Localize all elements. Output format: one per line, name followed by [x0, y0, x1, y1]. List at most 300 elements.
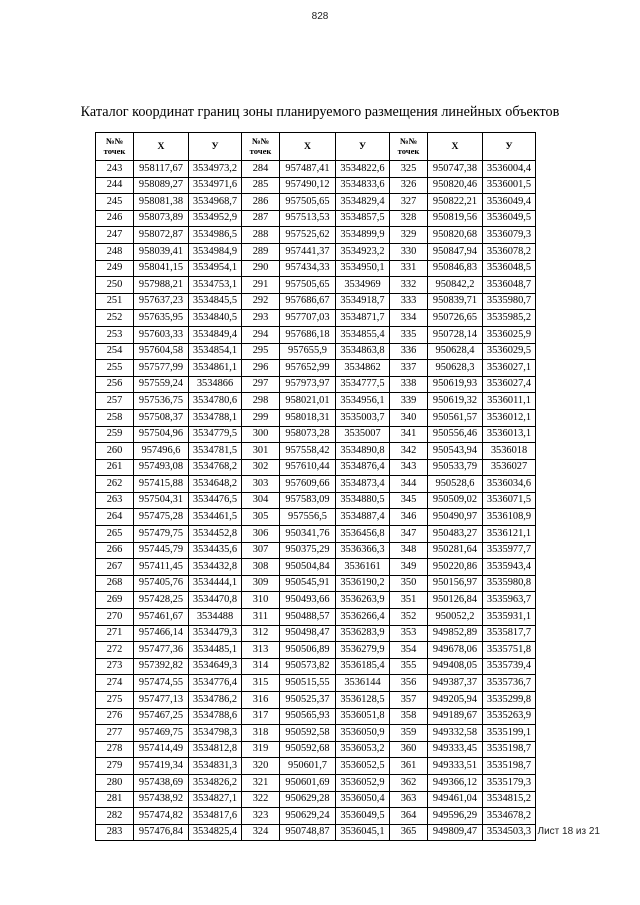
x-coordinate-cell: 950842,2 — [428, 277, 483, 294]
x-coordinate-cell: 950619,32 — [428, 393, 483, 410]
point-number-cell: 347 — [390, 526, 428, 543]
x-coordinate-cell: 957513,53 — [280, 210, 336, 227]
table-row — [96, 161, 536, 178]
y-coordinate-cell: 3534956,1 — [336, 393, 390, 410]
table-row — [96, 741, 536, 758]
point-number-cell: 365 — [390, 824, 428, 841]
x-coordinate-cell: 950565,93 — [280, 708, 336, 725]
table-row — [96, 592, 536, 609]
x-coordinate-cell: 957477,36 — [134, 642, 189, 659]
point-number-cell: 301 — [242, 443, 280, 460]
y-coordinate-cell: 3536266,4 — [336, 609, 390, 626]
point-number-cell: 359 — [390, 725, 428, 742]
y-coordinate-cell: 3536048,7 — [483, 277, 536, 294]
x-coordinate-cell: 957467,25 — [134, 708, 189, 725]
point-number-cell: 305 — [242, 509, 280, 526]
point-number-cell: 357 — [390, 692, 428, 709]
x-coordinate-cell: 958073,28 — [280, 426, 336, 443]
point-number-cell: 327 — [390, 194, 428, 211]
y-coordinate-cell: 3534952,9 — [189, 210, 242, 227]
point-number-cell: 277 — [96, 725, 134, 742]
y-coordinate-cell: 3536048,5 — [483, 260, 536, 277]
point-number-cell: 329 — [390, 227, 428, 244]
y-coordinate-cell: 3536027 — [483, 459, 536, 476]
x-coordinate-cell: 950509,02 — [428, 492, 483, 509]
point-number-cell: 294 — [242, 326, 280, 343]
y-coordinate-cell: 3535198,7 — [483, 741, 536, 758]
table-row — [96, 575, 536, 592]
y-coordinate-cell: 3534649,3 — [189, 658, 242, 675]
y-coordinate-cell: 3534485,1 — [189, 642, 242, 659]
point-number-cell: 293 — [242, 310, 280, 327]
y-coordinate-cell: 3536029,5 — [483, 343, 536, 360]
x-coordinate-cell: 949408,05 — [428, 658, 483, 675]
table-row — [96, 824, 536, 841]
x-coordinate-cell: 950525,37 — [280, 692, 336, 709]
y-coordinate-cell: 3536144 — [336, 675, 390, 692]
point-number-cell: 364 — [390, 808, 428, 825]
y-coordinate-cell: 3534854,1 — [189, 343, 242, 360]
x-coordinate-cell: 950220,86 — [428, 559, 483, 576]
x-coordinate-cell: 957558,42 — [280, 443, 336, 460]
y-coordinate-cell: 3536011,1 — [483, 393, 536, 410]
x-coordinate-cell: 950819,56 — [428, 210, 483, 227]
point-number-cell: 284 — [242, 161, 280, 178]
table-row — [96, 492, 536, 509]
point-number-cell: 341 — [390, 426, 428, 443]
point-number-cell: 336 — [390, 343, 428, 360]
point-number-cell: 248 — [96, 243, 134, 260]
table-row — [96, 758, 536, 775]
y-coordinate-cell: 3534798,3 — [189, 725, 242, 742]
x-coordinate-cell: 957707,03 — [280, 310, 336, 327]
x-coordinate-cell: 949189,67 — [428, 708, 483, 725]
x-coordinate-cell: 957415,88 — [134, 476, 189, 493]
y-coordinate-cell: 3535963,7 — [483, 592, 536, 609]
point-number-cell: 302 — [242, 459, 280, 476]
table-row — [96, 808, 536, 825]
point-number-cell: 338 — [390, 376, 428, 393]
x-coordinate-cell: 957419,34 — [134, 758, 189, 775]
header-y-2: У — [336, 133, 390, 161]
table-row — [96, 542, 536, 559]
x-coordinate-cell: 950506,89 — [280, 642, 336, 659]
y-coordinate-cell: 3536071,5 — [483, 492, 536, 509]
point-number-cell: 257 — [96, 393, 134, 410]
x-coordinate-cell: 957610,44 — [280, 459, 336, 476]
x-coordinate-cell: 950728,14 — [428, 326, 483, 343]
point-number-cell: 331 — [390, 260, 428, 277]
table-row — [96, 609, 536, 626]
y-coordinate-cell: 3534503,3 — [483, 824, 536, 841]
point-number-cell: 281 — [96, 791, 134, 808]
point-number-cell: 287 — [242, 210, 280, 227]
y-coordinate-cell: 3536128,5 — [336, 692, 390, 709]
x-coordinate-cell: 950628,4 — [428, 343, 483, 360]
point-number-cell: 313 — [242, 642, 280, 659]
y-coordinate-cell: 3535736,7 — [483, 675, 536, 692]
table-row — [96, 409, 536, 426]
x-coordinate-cell: 950820,68 — [428, 227, 483, 244]
point-number-cell: 247 — [96, 227, 134, 244]
point-number-cell: 258 — [96, 409, 134, 426]
x-coordinate-cell: 957508,37 — [134, 409, 189, 426]
x-coordinate-cell: 957477,13 — [134, 692, 189, 709]
point-number-cell: 288 — [242, 227, 280, 244]
point-number-cell: 353 — [390, 625, 428, 642]
point-number-cell: 252 — [96, 310, 134, 327]
table-row — [96, 310, 536, 327]
point-number-cell: 344 — [390, 476, 428, 493]
y-coordinate-cell: 3536366,3 — [336, 542, 390, 559]
x-coordinate-cell: 957536,75 — [134, 393, 189, 410]
y-coordinate-cell: 3534780,6 — [189, 393, 242, 410]
point-number-cell: 296 — [242, 360, 280, 377]
point-number-cell: 361 — [390, 758, 428, 775]
header-y-1: У — [189, 133, 242, 161]
y-coordinate-cell: 3535985,2 — [483, 310, 536, 327]
point-number-cell: 333 — [390, 293, 428, 310]
table-row — [96, 526, 536, 543]
point-number-cell: 289 — [242, 243, 280, 260]
point-number-cell: 245 — [96, 194, 134, 211]
x-coordinate-cell: 957635,95 — [134, 310, 189, 327]
x-coordinate-cell: 950375,29 — [280, 542, 336, 559]
y-coordinate-cell: 3534815,2 — [483, 791, 536, 808]
table-row — [96, 658, 536, 675]
x-coordinate-cell: 957487,41 — [280, 161, 336, 178]
header-x-3: Х — [428, 133, 483, 161]
coordinates-table — [95, 132, 536, 841]
x-coordinate-cell: 958018,31 — [280, 409, 336, 426]
table-row — [96, 476, 536, 493]
table-row — [96, 459, 536, 476]
x-coordinate-cell: 949596,29 — [428, 808, 483, 825]
y-coordinate-cell: 3535977,7 — [483, 542, 536, 559]
y-coordinate-cell: 3534817,6 — [189, 808, 242, 825]
table-row — [96, 443, 536, 460]
y-coordinate-cell: 3534786,2 — [189, 692, 242, 709]
x-coordinate-cell: 957577,99 — [134, 360, 189, 377]
x-coordinate-cell: 957496,6 — [134, 443, 189, 460]
y-coordinate-cell: 3534968,7 — [189, 194, 242, 211]
point-number-cell: 317 — [242, 708, 280, 725]
header-point-number-2: №№ точек — [242, 133, 280, 161]
point-number-cell: 321 — [242, 774, 280, 791]
x-coordinate-cell: 957438,92 — [134, 791, 189, 808]
y-coordinate-cell: 3534876,4 — [336, 459, 390, 476]
y-coordinate-cell: 3534779,5 — [189, 426, 242, 443]
table-row — [96, 277, 536, 294]
header-x-1: Х — [134, 133, 189, 161]
y-coordinate-cell: 3534432,8 — [189, 559, 242, 576]
table-row — [96, 426, 536, 443]
table-row — [96, 642, 536, 659]
x-coordinate-cell: 957556,5 — [280, 509, 336, 526]
y-coordinate-cell: 3536263,9 — [336, 592, 390, 609]
table-row — [96, 343, 536, 360]
y-coordinate-cell: 3534861,1 — [189, 360, 242, 377]
y-coordinate-cell: 3534971,6 — [189, 177, 242, 194]
point-number-cell: 324 — [242, 824, 280, 841]
point-number-cell: 251 — [96, 293, 134, 310]
y-coordinate-cell: 3536121,1 — [483, 526, 536, 543]
point-number-cell: 272 — [96, 642, 134, 659]
y-coordinate-cell: 3534827,1 — [189, 791, 242, 808]
point-number-cell: 304 — [242, 492, 280, 509]
point-number-cell: 363 — [390, 791, 428, 808]
table-row — [96, 194, 536, 211]
x-coordinate-cell: 957559,24 — [134, 376, 189, 393]
point-number-cell: 348 — [390, 542, 428, 559]
y-coordinate-cell: 3536049,5 — [336, 808, 390, 825]
y-coordinate-cell: 3534479,3 — [189, 625, 242, 642]
point-number-cell: 346 — [390, 509, 428, 526]
x-coordinate-cell: 958089,27 — [134, 177, 189, 194]
x-coordinate-cell: 950504,84 — [280, 559, 336, 576]
point-number-cell: 342 — [390, 443, 428, 460]
point-number-cell: 314 — [242, 658, 280, 675]
sheet-footer: Лист 18 из 21 — [537, 826, 600, 837]
x-coordinate-cell: 950528,6 — [428, 476, 483, 493]
y-coordinate-cell: 3534435,6 — [189, 542, 242, 559]
x-coordinate-cell: 949366,12 — [428, 774, 483, 791]
y-coordinate-cell: 3534923,2 — [336, 243, 390, 260]
x-coordinate-cell: 957583,09 — [280, 492, 336, 509]
x-coordinate-cell: 957973,97 — [280, 376, 336, 393]
point-number-cell: 266 — [96, 542, 134, 559]
point-number-cell: 274 — [96, 675, 134, 692]
x-coordinate-cell: 957445,79 — [134, 542, 189, 559]
x-coordinate-cell: 950052,2 — [428, 609, 483, 626]
x-coordinate-cell: 950748,87 — [280, 824, 336, 841]
point-number-cell: 261 — [96, 459, 134, 476]
x-coordinate-cell: 957479,75 — [134, 526, 189, 543]
y-coordinate-cell: 3535263,9 — [483, 708, 536, 725]
point-number-cell: 264 — [96, 509, 134, 526]
y-coordinate-cell: 3536004,4 — [483, 161, 536, 178]
point-number-cell: 260 — [96, 443, 134, 460]
point-number-cell: 351 — [390, 592, 428, 609]
y-coordinate-cell: 3535931,1 — [483, 609, 536, 626]
point-number-cell: 298 — [242, 393, 280, 410]
point-number-cell: 354 — [390, 642, 428, 659]
y-coordinate-cell: 3534812,8 — [189, 741, 242, 758]
y-coordinate-cell: 3534753,1 — [189, 277, 242, 294]
x-coordinate-cell: 957474,55 — [134, 675, 189, 692]
x-coordinate-cell: 949332,58 — [428, 725, 483, 742]
x-coordinate-cell: 950483,27 — [428, 526, 483, 543]
y-coordinate-cell: 3534871,7 — [336, 310, 390, 327]
y-coordinate-cell: 3536161 — [336, 559, 390, 576]
x-coordinate-cell: 957609,66 — [280, 476, 336, 493]
table-row — [96, 725, 536, 742]
x-coordinate-cell: 950533,79 — [428, 459, 483, 476]
x-coordinate-cell: 950341,76 — [280, 526, 336, 543]
x-coordinate-cell: 949205,94 — [428, 692, 483, 709]
table-row — [96, 210, 536, 227]
point-number-cell: 285 — [242, 177, 280, 194]
point-number-cell: 343 — [390, 459, 428, 476]
x-coordinate-cell: 949333,45 — [428, 741, 483, 758]
y-coordinate-cell: 3535739,4 — [483, 658, 536, 675]
point-number-cell: 325 — [390, 161, 428, 178]
y-coordinate-cell: 3534845,5 — [189, 293, 242, 310]
y-coordinate-cell: 3536190,2 — [336, 575, 390, 592]
x-coordinate-cell: 957414,49 — [134, 741, 189, 758]
y-coordinate-cell: 3534788,1 — [189, 409, 242, 426]
x-coordinate-cell: 958072,87 — [134, 227, 189, 244]
table-row — [96, 260, 536, 277]
point-number-cell: 290 — [242, 260, 280, 277]
x-coordinate-cell: 950515,55 — [280, 675, 336, 692]
point-number-cell: 311 — [242, 609, 280, 626]
x-coordinate-cell: 957438,69 — [134, 774, 189, 791]
y-coordinate-cell: 3534488 — [189, 609, 242, 626]
x-coordinate-cell: 957441,37 — [280, 243, 336, 260]
x-coordinate-cell: 958117,67 — [134, 161, 189, 178]
point-number-cell: 326 — [390, 177, 428, 194]
x-coordinate-cell: 957655,9 — [280, 343, 336, 360]
point-number-cell: 250 — [96, 277, 134, 294]
point-number-cell: 330 — [390, 243, 428, 260]
point-number-cell: 309 — [242, 575, 280, 592]
point-number-cell: 328 — [390, 210, 428, 227]
point-number-cell: 263 — [96, 492, 134, 509]
point-number-cell: 253 — [96, 326, 134, 343]
point-number-cell: 265 — [96, 526, 134, 543]
point-number-cell: 249 — [96, 260, 134, 277]
y-coordinate-cell: 3536185,4 — [336, 658, 390, 675]
point-number-cell: 316 — [242, 692, 280, 709]
y-coordinate-cell: 3535299,8 — [483, 692, 536, 709]
x-coordinate-cell: 950493,66 — [280, 592, 336, 609]
x-coordinate-cell: 950281,64 — [428, 542, 483, 559]
header-x-2: Х — [280, 133, 336, 161]
table-row — [96, 791, 536, 808]
point-number-cell: 350 — [390, 575, 428, 592]
table-row — [96, 360, 536, 377]
point-number-cell: 244 — [96, 177, 134, 194]
table-row — [96, 393, 536, 410]
y-coordinate-cell: 3534444,1 — [189, 575, 242, 592]
point-number-cell: 332 — [390, 277, 428, 294]
page-number: 828 — [311, 11, 329, 22]
x-coordinate-cell: 957988,21 — [134, 277, 189, 294]
y-coordinate-cell: 3534826,2 — [189, 774, 242, 791]
y-coordinate-cell: 3536279,9 — [336, 642, 390, 659]
y-coordinate-cell: 3534986,5 — [189, 227, 242, 244]
x-coordinate-cell: 950490,97 — [428, 509, 483, 526]
point-number-cell: 303 — [242, 476, 280, 493]
catalog-title: Каталог координат границ зоны планируемого размещения линейных объектов — [80, 104, 560, 120]
table-row — [96, 293, 536, 310]
point-number-cell: 278 — [96, 741, 134, 758]
point-number-cell: 339 — [390, 393, 428, 410]
y-coordinate-cell: 3535751,8 — [483, 642, 536, 659]
y-coordinate-cell: 3535980,8 — [483, 575, 536, 592]
y-coordinate-cell: 3536051,8 — [336, 708, 390, 725]
x-coordinate-cell: 949852,89 — [428, 625, 483, 642]
point-number-cell: 254 — [96, 343, 134, 360]
y-coordinate-cell: 3534777,5 — [336, 376, 390, 393]
y-coordinate-cell: 3534833,6 — [336, 177, 390, 194]
x-coordinate-cell: 950629,28 — [280, 791, 336, 808]
point-number-cell: 334 — [390, 310, 428, 327]
y-coordinate-cell: 3536013,1 — [483, 426, 536, 443]
table-row — [96, 625, 536, 642]
x-coordinate-cell: 950820,46 — [428, 177, 483, 194]
y-coordinate-cell: 3536079,3 — [483, 227, 536, 244]
y-coordinate-cell: 3534470,8 — [189, 592, 242, 609]
y-coordinate-cell: 3534873,4 — [336, 476, 390, 493]
y-coordinate-cell: 3536078,2 — [483, 243, 536, 260]
y-coordinate-cell: 3535980,7 — [483, 293, 536, 310]
point-number-cell: 269 — [96, 592, 134, 609]
x-coordinate-cell: 950601,69 — [280, 774, 336, 791]
y-coordinate-cell: 3534831,3 — [189, 758, 242, 775]
x-coordinate-cell: 957428,25 — [134, 592, 189, 609]
x-coordinate-cell: 957603,33 — [134, 326, 189, 343]
y-coordinate-cell: 3534829,4 — [336, 194, 390, 211]
point-number-cell: 271 — [96, 625, 134, 642]
point-number-cell: 268 — [96, 575, 134, 592]
header-point-number-1: №№ точек — [96, 133, 134, 161]
y-coordinate-cell: 3534984,9 — [189, 243, 242, 260]
y-coordinate-cell: 3534476,5 — [189, 492, 242, 509]
point-number-cell: 352 — [390, 609, 428, 626]
y-coordinate-cell: 3534973,2 — [189, 161, 242, 178]
x-coordinate-cell: 958041,15 — [134, 260, 189, 277]
point-number-cell: 340 — [390, 409, 428, 426]
point-number-cell: 318 — [242, 725, 280, 742]
y-coordinate-cell: 3536045,1 — [336, 824, 390, 841]
y-coordinate-cell: 3535817,7 — [483, 625, 536, 642]
point-number-cell: 255 — [96, 360, 134, 377]
y-coordinate-cell: 3534788,6 — [189, 708, 242, 725]
point-number-cell: 358 — [390, 708, 428, 725]
y-coordinate-cell: 3534776,4 — [189, 675, 242, 692]
x-coordinate-cell: 950847,94 — [428, 243, 483, 260]
point-number-cell: 360 — [390, 741, 428, 758]
y-coordinate-cell: 3536053,2 — [336, 741, 390, 758]
x-coordinate-cell: 950592,58 — [280, 725, 336, 742]
point-number-cell: 345 — [390, 492, 428, 509]
x-coordinate-cell: 949809,47 — [428, 824, 483, 841]
point-number-cell: 282 — [96, 808, 134, 825]
y-coordinate-cell: 3534825,4 — [189, 824, 242, 841]
point-number-cell: 259 — [96, 426, 134, 443]
y-coordinate-cell: 3534855,4 — [336, 326, 390, 343]
x-coordinate-cell: 949333,51 — [428, 758, 483, 775]
x-coordinate-cell: 957476,84 — [134, 824, 189, 841]
table-row — [96, 692, 536, 709]
point-number-cell: 291 — [242, 277, 280, 294]
point-number-cell: 246 — [96, 210, 134, 227]
y-coordinate-cell: 3536012,1 — [483, 409, 536, 426]
y-coordinate-cell: 3534887,4 — [336, 509, 390, 526]
y-coordinate-cell: 3534918,7 — [336, 293, 390, 310]
x-coordinate-cell: 957411,45 — [134, 559, 189, 576]
x-coordinate-cell: 950545,91 — [280, 575, 336, 592]
x-coordinate-cell: 957604,58 — [134, 343, 189, 360]
y-coordinate-cell: 3534452,8 — [189, 526, 242, 543]
table-row — [96, 227, 536, 244]
x-coordinate-cell: 958021,01 — [280, 393, 336, 410]
x-coordinate-cell: 957466,14 — [134, 625, 189, 642]
y-coordinate-cell: 3534954,1 — [189, 260, 242, 277]
y-coordinate-cell: 3534768,2 — [189, 459, 242, 476]
